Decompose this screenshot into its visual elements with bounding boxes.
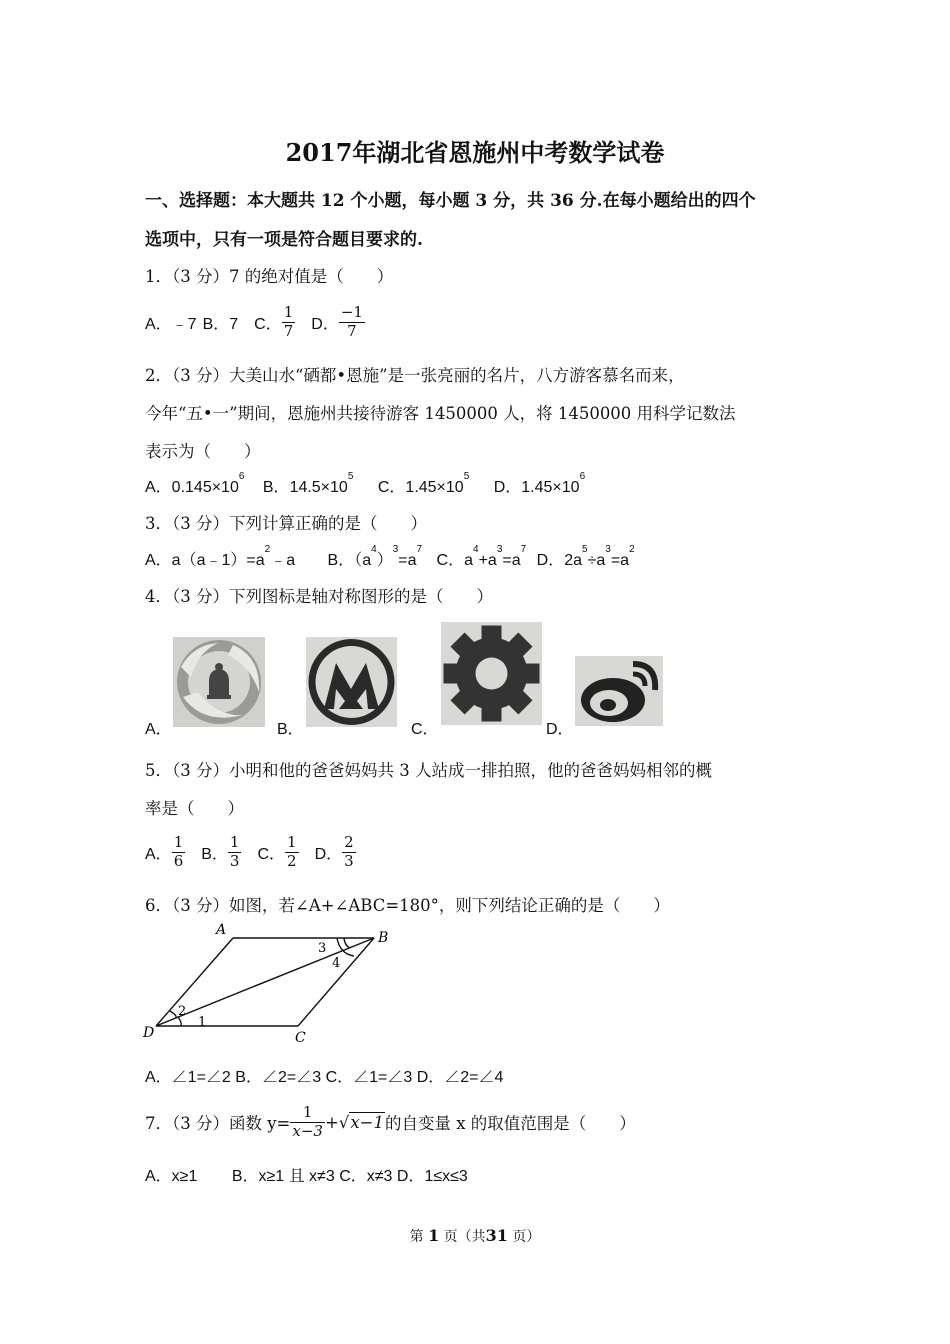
question-7-stem [145, 1100, 636, 1144]
q7-option-d: D．1≤x≤3 [396, 1168, 468, 1185]
gear-icon [441, 622, 542, 725]
q4-option-b-label: B． [277, 721, 304, 738]
question-5-line1: 5．（3 分）小明和他的爸爸妈妈共 3 人站成一排拍照，他的爸爸妈妈相邻的概 [145, 761, 712, 780]
q4-option-c-label: C． [411, 721, 439, 738]
question-3-stem: 3．（3 分）下列计算正确的是（ ） [145, 514, 427, 533]
q1-option-c: C． [254, 315, 282, 333]
q7-option-c: C．x≠3 [339, 1168, 393, 1185]
page-title: 2017年湖北省恩施州中考数学试卷 [285, 138, 665, 167]
q6-option-c: C．∠1=∠3 [325, 1069, 413, 1086]
q3-option-a: A．$a(a﹣1)=a^2﹣a$ [145, 544, 296, 569]
q5-option-d-fraction: $\frac{2}{3}$ [344, 833, 354, 870]
q7-option-b: B．x≥1 且 x≠3 [231, 1168, 335, 1185]
q1-option-b: B．7 [202, 315, 239, 333]
figure-label-c: C [295, 1030, 306, 1045]
q5-option-c: C． [257, 845, 286, 863]
q3-option-d: D．$2a^5\div a^3=a^2$ [536, 544, 635, 569]
q2-option-d: D．$1.45\times 10^6$ [493, 471, 586, 496]
question-2-options [145, 471, 586, 497]
q5-option-a: A． [145, 845, 172, 863]
figure-label-b: B [378, 930, 389, 946]
q7-option-a: A．x≥1 [145, 1168, 198, 1185]
q6-option-d: D．∠2=∠4 [416, 1069, 504, 1086]
q5-option-c-fraction: $\frac{1}{2}$ [287, 833, 297, 870]
q7-stem-suffix: 的自变量 x 的取值范围是（ ） [384, 1114, 636, 1133]
angle-label-4: 4 [332, 956, 341, 971]
q4-option-a-label: A． [145, 721, 172, 738]
q5-option-d: D． [314, 845, 343, 863]
question-2-line1: 2．（3 分）大美山水“硒都•恩施”是一张亮丽的名片，八方游客慕名而来， [145, 366, 685, 385]
q4-option-d-label: D． [546, 721, 574, 738]
question-5-line2: 率是（ ） [145, 799, 244, 818]
q1-option-d: D． [311, 315, 339, 333]
question-1-stem: 1．（3 分）7 的绝对值是（ ） [145, 267, 394, 286]
q7-plus: + [324, 1112, 339, 1132]
question-4-stem: 4．（3 分）下列图标是轴对称图形的是（ ） [145, 587, 493, 606]
q2-option-c: C．$1.45\times 10^5$ [377, 471, 470, 496]
q3-option-b: B．$(a^4)^3=a^7$ [327, 544, 423, 569]
angle-label-2: 2 [178, 1004, 187, 1019]
angle-label-3: 3 [318, 941, 327, 956]
bell-logo-icon [173, 637, 265, 727]
q6-option-a: A．∠1=∠2 [145, 1069, 231, 1086]
question-2-line2: 今年“五•一”期间，恩施州共接待游客 1450000 人，将 1450000 用科学记数法 [145, 404, 736, 423]
figure-label-a: A [216, 922, 227, 938]
total-pages-number: 31 [485, 1226, 508, 1245]
question-2-line3: 表示为（ ） [145, 442, 261, 461]
parallelogram-figure [140, 920, 400, 1045]
q1-option-c-fraction: $\frac{1}{7}$ [283, 303, 294, 340]
question-7-options [145, 1163, 468, 1186]
q5-option-b: B． [201, 845, 228, 863]
current-page-number: 1 [428, 1226, 440, 1245]
question-6-options [145, 1064, 503, 1087]
angle-label-1: 1 [198, 1015, 207, 1030]
q2-option-a: A．$0.145\times 10^6$ [145, 471, 245, 496]
q1-option-d-fraction: $\frac{-1}{7}$ [340, 303, 363, 340]
question-5-options [145, 831, 356, 873]
weibo-logo-icon [575, 656, 663, 726]
q3-option-c: C．$a^4+a^3=a^7$ [436, 544, 527, 569]
q5-option-b-fraction: $\frac{1}{3}$ [229, 833, 240, 870]
question-3-options [145, 544, 635, 570]
q6-option-b: B．∠2=∠3 [235, 1069, 322, 1086]
figure-label-d: D [143, 1025, 155, 1041]
section-heading-line2: 选项中，只有一项是符合题目要求的. [145, 230, 423, 250]
question-1-options [145, 302, 365, 342]
page-footer: 第 1 页（共31 页） [409, 1226, 541, 1245]
q1-option-a: A．﹣7 [145, 315, 197, 333]
q5-option-a-fraction: $\frac{1}{6}$ [173, 833, 184, 870]
q2-option-b: B．$14.5\times 10^5$ [262, 471, 354, 496]
question-6-stem: 6．（3 分）如图，若∠A+∠ABC=180°，则下列结论正确的是（ ） [145, 896, 670, 915]
q7-sqrt: √x−1 [338, 1112, 384, 1132]
q7-stem-prefix: 7．（3 分）函数 y= [145, 1114, 291, 1133]
mountain-logo-icon [306, 637, 397, 727]
section-heading-line1: 一、选择题：本大题共 12 个小题，每小题 3 分，共 36 分.在每小题给出的四个 [145, 191, 756, 211]
q7-fraction: $\frac{1}{x-3}$ [292, 1103, 323, 1140]
